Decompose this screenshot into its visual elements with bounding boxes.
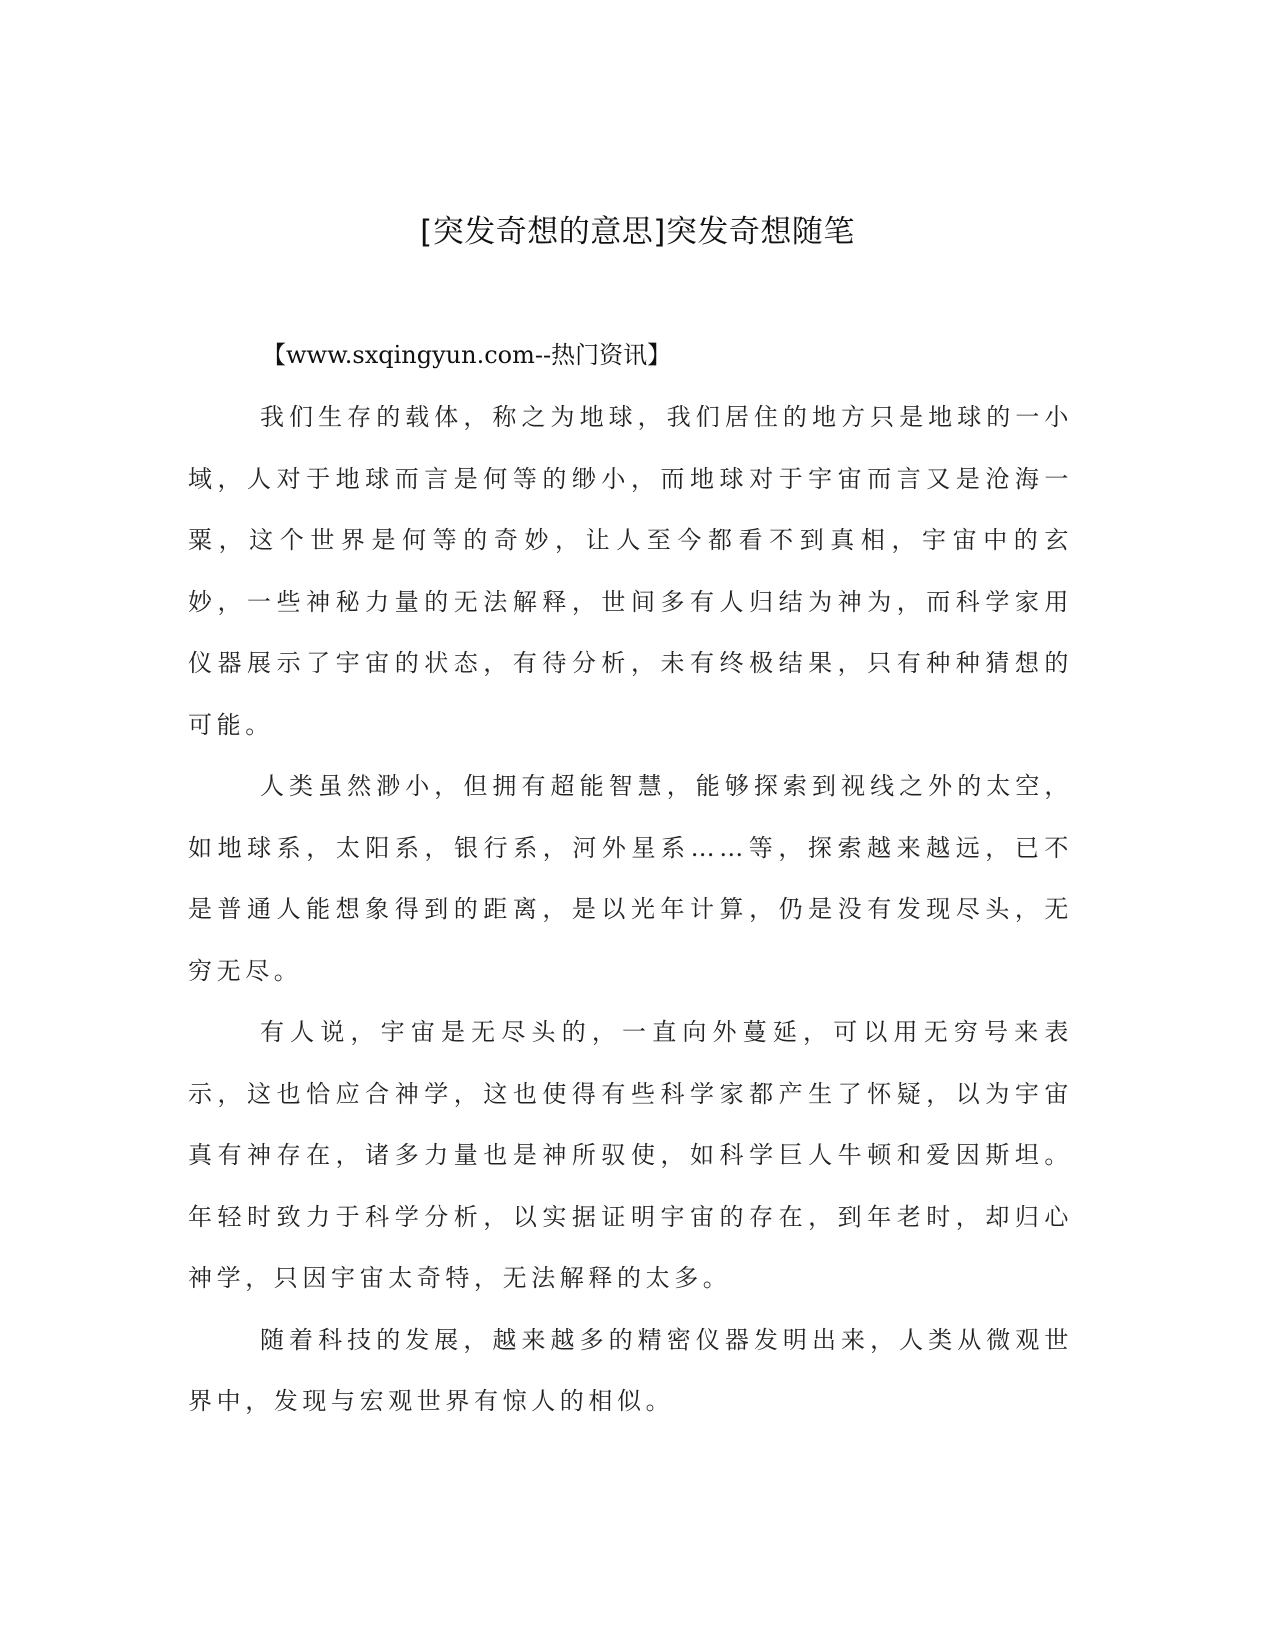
paragraph-1: 我们生存的载体，称之为地球，我们居住的地方只是地球的一小域，人对于地球而言是何等的缈小，而地球对于宇宙而言又是沧海一粟，这个世界是何等的奇妙，让人至今都看不到真相，宇宙中的玄妙，一些神秘力量的无法解释，世间多有人归结为神为，而科学家用仪器展示了宇宙的状态，有待分析，未有终极结果，只有种种猜想的可能。	[188, 403, 1073, 739]
paragraph-3: 有人说，宇宙是无尽头的，一直向外蔓延，可以用无穷号来表示，这也恰应合神学，这也使得有些科学家都产生了怀疑，以为宇宙真有神存在，诸多力量也是神所驭使，如科学巨人牛顿和爱因斯坦。年轻时致力于科学分析，以实据证明宇宙的存在，到年老时，却归心神学，只因宇宙太奇特，无法解释的太多。	[188, 1018, 1073, 1292]
document-title: [突发奇想的意思]突发奇想随笔	[420, 214, 855, 250]
paragraph-4: 随着科技的发展，越来越多的精密仪器发明出来，人类从微观世界中，发现与宏观世界有惊人的相似。	[188, 1325, 1073, 1415]
paragraph-2: 人类虽然渺小，但拥有超能智慧，能够探索到视线之外的太空，如地球系，太阳系，银行系，河外星系……等，探索越来越远，已不是普通人能想象得到的距离，是以光年计算，仍是没有发现尽头，无穷无尽。	[188, 772, 1073, 985]
document-body	[188, 387, 1073, 1433]
source-line: 【www.sxqingyun.com--热门资讯】	[262, 341, 672, 369]
